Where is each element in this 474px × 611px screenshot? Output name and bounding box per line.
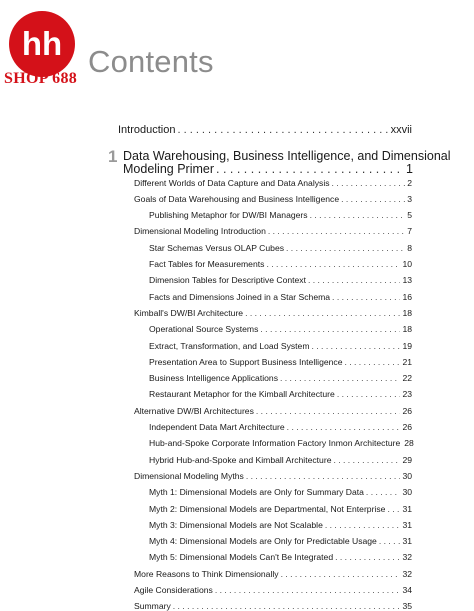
entry-title: Different Worlds of Data Capture and Data Analysis — [134, 177, 330, 188]
entry-page: 16 — [402, 291, 412, 302]
entry-title: Modeling Primer — [123, 162, 215, 176]
dot-leader — [335, 552, 400, 562]
toc-entry[interactable] — [134, 601, 412, 611]
chapter-number: 1 — [108, 147, 118, 166]
toc-entry[interactable] — [149, 259, 412, 269]
entry-page: 35 — [402, 601, 412, 611]
dot-leader — [333, 455, 400, 465]
entry-page: 21 — [402, 356, 412, 367]
toc-entry[interactable] — [149, 324, 412, 334]
chapter-title-line1[interactable]: Data Warehousing, Business Intelligence, and Dimensional — [123, 149, 451, 163]
toc-entry[interactable] — [149, 341, 412, 351]
dot-leader — [260, 324, 400, 334]
dot-leader — [245, 308, 400, 318]
entry-title: Restaurant Metaphor for the Kimball Architecture — [149, 389, 335, 400]
toc-entry[interactable] — [149, 243, 412, 253]
entry-title: Operational Source Systems — [149, 324, 259, 335]
dot-leader — [332, 292, 400, 302]
entry-title: Summary — [134, 601, 171, 611]
dot-leader — [337, 389, 401, 399]
entry-title: More Reasons to Think Dimensionally — [134, 568, 279, 579]
entry-page: 3 — [407, 193, 412, 204]
dot-leader — [266, 259, 400, 269]
entry-title: Hybrid Hub-and-Spoke and Kimball Architecture — [149, 454, 332, 465]
entry-title: Myth 3: Dimensional Models are Not Scalable — [149, 519, 323, 530]
entry-page: 18 — [402, 307, 412, 318]
entry-page: 32 — [402, 552, 412, 563]
entry-page: 29 — [402, 454, 412, 465]
dot-leader — [344, 357, 400, 367]
dot-leader — [310, 210, 406, 220]
dot-leader — [387, 504, 400, 514]
toc-entry[interactable] — [149, 455, 412, 465]
entry-page: 32 — [402, 568, 412, 579]
entry-title: Dimensional Modeling Introduction — [134, 226, 266, 237]
toc-entry-introduction[interactable] — [118, 124, 412, 136]
dot-leader — [246, 471, 401, 481]
entry-page: 7 — [407, 226, 412, 237]
toc-entry[interactable] — [134, 569, 412, 579]
entry-page: 31 — [402, 503, 412, 514]
toc-entry[interactable] — [134, 585, 412, 595]
dot-leader — [268, 226, 405, 236]
entry-page: 34 — [402, 585, 412, 595]
entry-page: 5 — [407, 210, 412, 221]
toc-entry[interactable] — [149, 552, 412, 562]
entry-title: Extract, Transformation, and Load System — [149, 340, 310, 351]
toc-entry[interactable] — [134, 178, 412, 188]
dot-leader — [366, 487, 401, 497]
entry-title: Fact Tables for Measurements — [149, 259, 265, 269]
entry-title: Introduction — [118, 124, 176, 136]
entry-page: 1 — [406, 162, 413, 176]
entry-title: Dimension Tables for Descriptive Context — [149, 275, 306, 286]
dot-leader — [173, 601, 401, 611]
toc-entry[interactable] — [149, 373, 412, 383]
entry-title: Myth 1: Dimensional Models are Only for Summary Data — [149, 487, 364, 498]
entry-page: 31 — [402, 536, 412, 547]
entry-title: Agile Considerations — [134, 585, 213, 595]
dot-leader — [216, 162, 404, 176]
toc-entry[interactable] — [149, 275, 412, 285]
toc-entry[interactable] — [149, 504, 412, 514]
page-title: Contents — [88, 44, 214, 79]
entry-title: Myth 2: Dimensional Models are Departmental, Not Enterprise — [149, 503, 386, 514]
entry-title: Kimball's DW/BI Architecture — [134, 307, 244, 318]
entry-title: Star Schemas Versus OLAP Cubes — [149, 242, 285, 253]
dot-leader — [325, 520, 401, 530]
entry-title: Alternative DW/BI Architectures — [134, 405, 254, 416]
entry-title: Business Intelligence Applications — [149, 373, 278, 384]
entry-title: Myth 4: Dimensional Models are Only for Predictable Usage — [149, 536, 377, 547]
entry-page: 13 — [402, 275, 412, 286]
entry-title: Facts and Dimensions Joined in a Star Schema — [149, 291, 331, 302]
entry-page: 23 — [402, 389, 412, 400]
toc-entry[interactable] — [134, 308, 412, 318]
toc-entry[interactable] — [149, 210, 412, 220]
toc-entry[interactable] — [134, 471, 412, 481]
toc-entry[interactable] — [149, 536, 412, 546]
entry-page: 30 — [402, 470, 412, 481]
shop-logo — [8, 10, 76, 78]
chapter-title-line2[interactable] — [123, 162, 413, 176]
toc-entry[interactable] — [134, 406, 412, 416]
dot-leader — [286, 243, 405, 253]
entry-page: 22 — [402, 373, 412, 384]
entry-title: Hub-and-Spoke Corporate Information Factory Inmon Architecture — [149, 438, 401, 449]
entry-title: Publishing Metaphor for DW/BI Managers — [149, 210, 308, 221]
entry-title: Dimensional Modeling Myths — [134, 470, 244, 481]
entry-page: 18 — [402, 324, 412, 335]
entry-page: 26 — [402, 405, 412, 416]
dot-leader — [256, 406, 401, 416]
entry-title: Independent Data Mart Architecture — [149, 422, 285, 432]
dot-leader — [379, 536, 401, 546]
dot-leader — [312, 341, 401, 351]
entry-title: Myth 5: Dimensional Models Can't Be Integrated — [149, 552, 334, 563]
entry-title: Presentation Area to Support Business Intelligence — [149, 356, 343, 367]
entry-page: 30 — [402, 487, 412, 498]
dot-leader — [287, 422, 401, 432]
shop-label: SHOP 688 — [4, 70, 78, 87]
entry-page: 10 — [402, 259, 412, 269]
dot-leader — [308, 275, 400, 285]
logo-text: hh — [21, 25, 63, 62]
entry-page: xxvii — [390, 124, 412, 136]
entry-page: 28 — [404, 438, 414, 449]
toc-entry[interactable] — [149, 438, 412, 448]
toc-entry[interactable] — [149, 520, 412, 530]
entry-page: 26 — [402, 422, 412, 432]
toc-entry[interactable] — [149, 422, 412, 432]
toc-entry[interactable] — [149, 357, 412, 367]
entry-page: 19 — [402, 340, 412, 351]
entry-page: 31 — [402, 519, 412, 530]
entry-page: 8 — [407, 242, 412, 253]
toc-entry[interactable] — [149, 487, 412, 497]
toc-entry[interactable] — [134, 194, 412, 204]
toc-entry[interactable] — [149, 389, 412, 399]
dot-leader — [177, 124, 388, 136]
toc-entry[interactable] — [134, 226, 412, 236]
dot-leader — [341, 194, 405, 204]
entry-page: 2 — [407, 177, 412, 188]
entry-title: Goals of Data Warehousing and Business Intelligence — [134, 193, 340, 204]
dot-leader — [215, 585, 401, 595]
dot-leader — [281, 569, 401, 579]
toc-entry[interactable] — [149, 292, 412, 302]
dot-leader — [332, 178, 406, 188]
dot-leader — [280, 373, 400, 383]
